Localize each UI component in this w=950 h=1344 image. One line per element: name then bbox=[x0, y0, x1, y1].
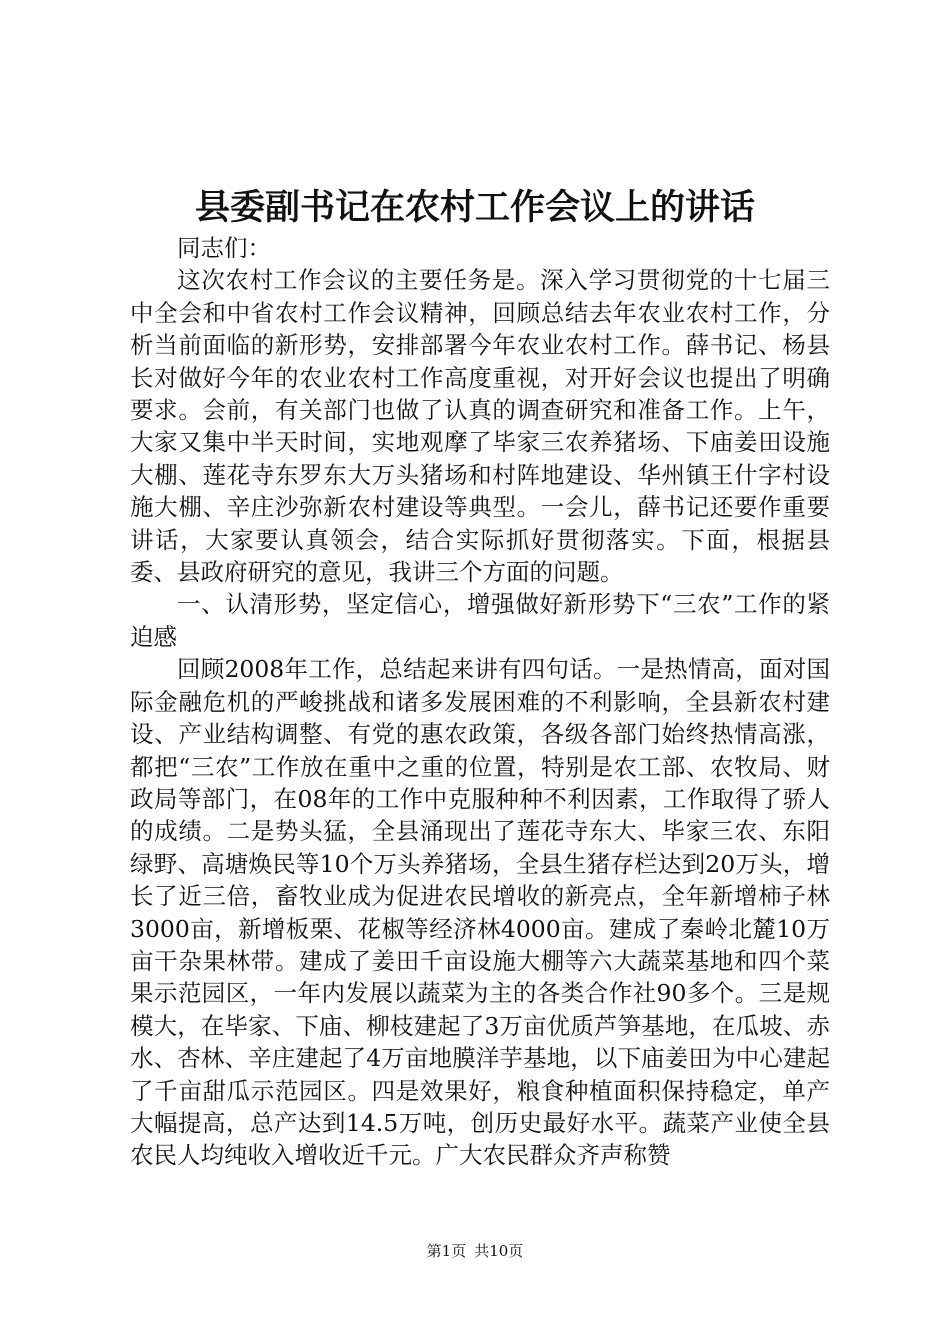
section-heading-1: 一、认清形势，坚定信心，增强做好新形势下“三农”工作的紧迫感 bbox=[130, 590, 830, 651]
page-footer bbox=[0, 1240, 950, 1262]
paragraph-intro: 这次农村工作会议的主要任务是。深入学习贯彻党的十七届三中全会和中省农村工作会议精神，回顾总结去年农业农村工作，分析当前面临的新形势，安排部署今年农业农村工作。薛书记、杨县长对做好今年的农业农村工作高度重视，对开好会议也提出了明确要求。会前，有关部门也做了认真的调查研究和准备工作。上午，大家又集中半天时间，实地观摩了毕家三农养猪场、下庙姜田设施大棚、莲花寺东罗东大万头猪场和村阵地建设、华州镇王什字村设施大棚、辛庄沙弥新农村建设等典型。一会儿，薛书记还要作重要讲话，大家要认真领会，结合实际抓好贯彻落实。下面，根据县委、县政府研究的意见，我讲三个方面的问题。 bbox=[130, 266, 830, 587]
salutation: 同志们： bbox=[177, 234, 271, 262]
document-title: 县委副书记在农村工作会议上的讲话 bbox=[194, 187, 755, 228]
document-body bbox=[130, 232, 830, 1172]
paragraph-review: 回顾2008年工作，总结起来讲有四句话。一是热情高，面对国际金融危机的严峻挑战和诸多发展困难的不利影响，全县新农村建设、产业结构调整、有党的惠农政策，各级各部门始终热情高涨，都把“三农”工作放在重中之重的位置，特别是农工部、农牧局、财政局等部门，在08年的工作中克服种种不利因素，工作取得了骄人的成绩。二是势头猛，全县涌现出了莲花寺东大、毕家三农、东阳绿野、高塘焕民等10个万头养猪场，全县生猪存栏达到20万头，增长了近三倍，畜牧业成为促进农民增收的新亮点，全年新增柿子林3000亩，新增板栗、花椒等经济林4000亩。建成了秦岭北麓10万亩干杂果林带。建成了姜田千亩设施大棚等六大蔬菜基地和四个菜果示范园区，一年内发展以蔬菜为主的各类合作社90多个。三是规模大，在毕家、下庙、柳枝建起了3万亩优质芦笋基地，在瓜坡、赤水、杏林、辛庄建起了4万亩地膜洋芋基地，以下庙姜田为中心建起了千亩甜瓜示范园区。四是效果好，粮食种植面积保持稳定，单产大幅提高，总产达到14.5万吨，创历史最好水平。蔬菜产业使全县农民人均纯收入增收近千元。广大农民群众齐声称赞 bbox=[130, 655, 830, 1170]
page-total: 共10页 bbox=[474, 1242, 524, 1260]
page-number: 第1页 bbox=[426, 1242, 467, 1260]
